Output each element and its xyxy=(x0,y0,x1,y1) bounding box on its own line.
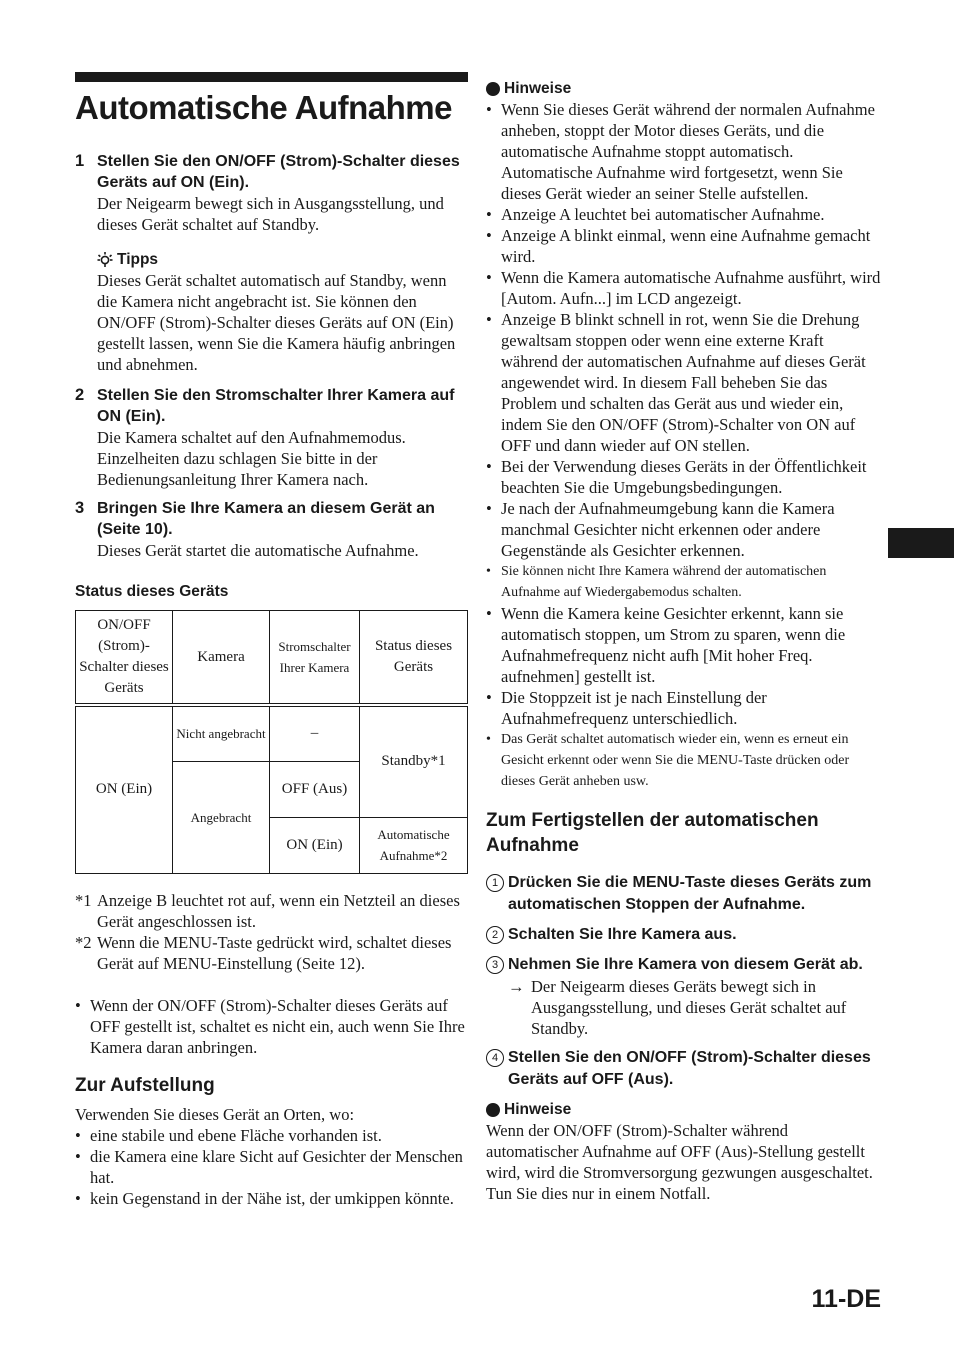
hinweise-label-text: Hinweise xyxy=(504,80,572,97)
table-cell: Automatische Aufnahme*2 xyxy=(360,817,468,873)
list-item: • Sie können nicht Ihre Kamera während der automatischen Aufnahme auf Wiedergabemodus schalten. xyxy=(486,561,882,603)
list-item: • Je nach der Aufnahmeumgebung kann die Kamera manchmal Gesichter nicht erkennen oder andere Gegenstände als Gesichter erkennen. xyxy=(486,498,882,561)
list-item: • Das Gerät schaltet automatisch wieder ein, wenn es erneut ein Gesicht erkennt oder wenn Sie die MENU-Taste drücken oder dieses Gerät anheben usw. xyxy=(486,729,882,792)
hinweise-label xyxy=(486,78,882,99)
finish-step-text: Stellen Sie den ON/OFF (Strom)-Schalter dieses Geräts auf OFF (Aus). xyxy=(508,1049,871,1088)
side-tab xyxy=(888,528,954,558)
finish-step-text: Schalten Sie Ihre Kamera aus. xyxy=(508,926,737,943)
list-item: • Wenn Sie dieses Gerät während der normalen Aufnahme anheben, stoppt der Motor dieses Geräts, und die automatische Aufnahme stoppt automatisch. Automatische Aufnahme wird fortgesetzt, wenn Sie dieses Gerät wieder an seiner Stelle aufstellen. xyxy=(486,99,882,204)
note-icon xyxy=(486,82,500,96)
circled-number: 4 xyxy=(486,1049,504,1067)
step-1 xyxy=(75,151,468,235)
header-cell: ON/OFF (Strom)-Schalter dieses Geräts xyxy=(76,611,173,706)
finish-step-4 xyxy=(486,1047,882,1091)
page-number: 11-DE xyxy=(811,1285,881,1313)
arrow-note-text: Der Neigearm dieses Geräts bewegt sich in Ausgangsstellung, und dieses Gerät schaltet auf Standby. xyxy=(531,977,847,1038)
table-cell: Nicht angebracht xyxy=(173,705,270,761)
tips-box xyxy=(75,249,468,375)
step-body: Der Neigearm bewegt sich in Ausgangsstellung, und dieses Gerät schaltet auf Standby. xyxy=(97,194,444,234)
header-cell: Stromschalter Ihrer Kamera xyxy=(270,611,360,706)
table-cell: ON (Ein) xyxy=(270,817,360,873)
lightbulb-icon xyxy=(97,251,113,268)
hinweise-list xyxy=(486,99,882,792)
step-2 xyxy=(75,385,468,490)
table-row xyxy=(76,705,468,761)
footnote-text: Wenn die MENU-Taste gedrückt wird, schaltet dieses Gerät auf MENU-Einstellung (Seite 12). xyxy=(97,932,452,973)
circled-number: 2 xyxy=(486,926,504,944)
table-cell: Standby*1 xyxy=(360,705,468,817)
list-item: • eine stabile und ebene Fläche vorhanden ist. xyxy=(75,1125,468,1146)
table-cell: – xyxy=(270,705,360,761)
hinweise-text: Wenn der ON/OFF (Strom)-Schalter während automatischer Aufnahme auf OFF (Aus)-Stellung gestellt wird, wird die Stromversorgung gezwungen ausgeschaltet. Tun Sie dies nur in einem Notfall. xyxy=(486,1121,873,1203)
tips-text: Dieses Gerät schaltet automatisch auf Standby, wenn die Kamera nicht angebracht ist. Sie können den ON/OFF (Strom)-Schalter dieses Geräts auf ON (Ein) gestellt lassen, wenn Sie die Kamera häufig anbringen und abnehmen. xyxy=(97,271,456,374)
footnote-mark: *1 xyxy=(75,890,92,910)
finish-step-3 xyxy=(486,954,882,976)
tips-label-text: Tipps xyxy=(117,251,159,268)
list-item: • kein Gegenstand in der Nähe ist, der umkippen könnte. xyxy=(75,1188,468,1209)
step-3 xyxy=(75,498,468,561)
finish-step-text: Nehmen Sie Ihre Kamera von diesem Gerät ab. xyxy=(508,956,863,973)
table-cell: ON (Ein) xyxy=(76,705,173,873)
finish-step-text: Drücken Sie die MENU-Taste dieses Geräts zum automatischen Stoppen der Aufnahme. xyxy=(508,874,872,913)
list-item: • Die Stoppzeit ist je nach Einstellung der Aufnahmefrequenz unterschiedlich. xyxy=(486,687,882,729)
footnote xyxy=(75,890,468,932)
list-item: • Wenn die Kamera automatische Aufnahme ausführt, wird [Autom. Aufn...] im LCD angezeigt. xyxy=(486,267,882,309)
page-title: Automatische Aufnahme xyxy=(75,89,452,126)
footnote-text: Anzeige B leuchtet rot auf, wenn ein Netzteil an dieses Gerät angeschlossen ist. xyxy=(97,890,460,931)
arrow-right-icon: → xyxy=(508,977,525,996)
finish-step-1 xyxy=(486,872,882,916)
note-list xyxy=(75,995,468,1058)
status-table-title: Status dieses Geräts xyxy=(75,583,229,600)
circled-number: 3 xyxy=(486,956,504,974)
list-item: • Wenn der ON/OFF (Strom)-Schalter dieses Geräts auf OFF gestellt ist, schaltet es nicht ein, auch wenn Sie Ihre Kamera daran anbringen. xyxy=(75,995,468,1058)
footnote-mark: *2 xyxy=(75,932,92,952)
list-item: • Anzeige B blinkt schnell in rot, wenn Sie die Drehung gewaltsam stoppen oder wenn eine externe Kraft während der automatischen Aufnahme auf dieses Gerät angewendet wird. In diesem Fall beheben Sie das Problem und schalten das Gerät aus und wieder ein, indem Sie den ON/OFF (Strom)-Schalter von ON auf OFF und dann wieder auf ON stellen. xyxy=(486,309,882,456)
circled-number: 1 xyxy=(486,874,504,892)
arrow-note xyxy=(486,976,882,1039)
step-number: 2 xyxy=(75,386,85,404)
note-icon xyxy=(486,1103,500,1117)
hinweise-label-text: Hinweise xyxy=(504,1101,572,1118)
list-item: • Anzeige A blinkt einmal, wenn eine Aufnahme gemacht wird. xyxy=(486,225,882,267)
setup-heading: Zur Aufstellung xyxy=(75,1074,215,1096)
list-item: • die Kamera eine klare Sicht auf Gesichter der Menschen hat. xyxy=(75,1146,468,1188)
table-header-row xyxy=(76,611,468,706)
footnotes xyxy=(75,890,468,974)
step-heading: Stellen Sie den ON/OFF (Strom)-Schalter dieses Geräts auf ON (Ein). xyxy=(97,153,460,191)
setup-list xyxy=(75,1125,468,1209)
step-number: 1 xyxy=(75,152,85,170)
header-cell: Status dieses Geräts xyxy=(360,611,468,706)
footnote xyxy=(75,932,468,974)
step-heading: Stellen Sie den Stromschalter Ihrer Kamera auf ON (Ein). xyxy=(97,387,455,425)
table-cell: Angebracht xyxy=(173,761,270,873)
tips-label xyxy=(97,249,468,270)
right-column xyxy=(486,78,882,1204)
title-bar xyxy=(75,72,468,82)
list-item: • Wenn die Kamera keine Gesichter erkennt, kann sie automatisch stoppen, um Strom zu sparen, wenn die Aufnahmefrequenz nicht aufh [Mit hoher Freq. aufnehmen] gestellt ist. xyxy=(486,603,882,687)
header-cell: Kamera xyxy=(173,611,270,706)
step-body: Dieses Gerät startet die automatische Aufnahme. xyxy=(97,541,419,560)
setup-intro: Verwenden Sie dieses Gerät an Orten, wo: xyxy=(75,1104,355,1124)
table-cell: OFF (Aus) xyxy=(270,761,360,817)
finish-step-2 xyxy=(486,924,882,946)
left-column xyxy=(75,72,468,1209)
finish-heading: Zum Fertigstellen der automatischen Aufnahme xyxy=(486,810,819,856)
list-item: • Bei der Verwendung dieses Geräts in der Öffentlichkeit beachten Sie die Umgebungsbedingungen. xyxy=(486,456,882,498)
step-number: 3 xyxy=(75,499,85,517)
step-heading: Bringen Sie Ihre Kamera an diesem Gerät an (Seite 10). xyxy=(97,500,435,538)
step-body: Die Kamera schaltet auf den Aufnahmemodus. Einzelheiten dazu schlagen Sie bitte in der Bedienungsanleitung Ihrer Kamera nach. xyxy=(97,428,406,489)
list-item: • Anzeige A leuchtet bei automatischer Aufnahme. xyxy=(486,204,882,225)
hinweise-label-2 xyxy=(486,1099,882,1120)
status-table xyxy=(75,610,468,874)
